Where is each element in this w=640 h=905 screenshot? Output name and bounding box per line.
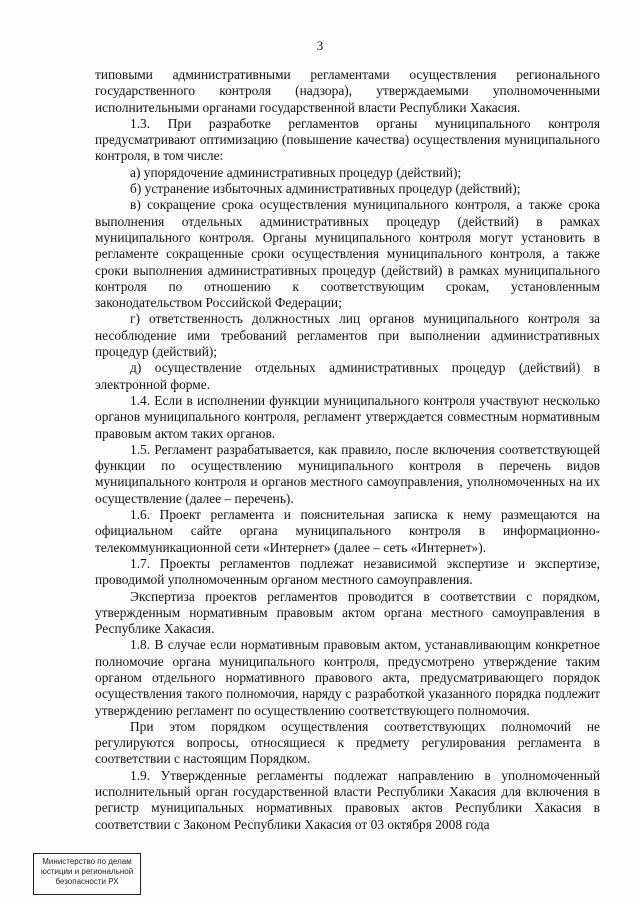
- paragraph-continuation: типовыми административными регламентами осуществления регионального государственного контроля (надзора), утверждаемыми уполномоченными исполнительными органами государственной власти Республики Хакасия.: [95, 67, 600, 115]
- paragraph-expertise: Экспертиза проектов регламентов проводится в соответствии с порядком, утвержденным нормативным правовым актом органа местного самоуправления в Республике Хакасия.: [95, 588, 600, 637]
- paragraph-1-5: 1.5. Регламент разрабатывается, как правило, после включения соответствующей функции по осуществлению муниципального контроля в перечень видов муниципального контроля и органов местного самоуправления, уполномоченных на их осуществление (далее – перечень).: [95, 441, 600, 506]
- paragraph-1-7: 1.7. Проекты регламентов подлежат независимой экспертизе и экспертизе, проводимой уполномоченным органом местного самоуправления.: [95, 555, 600, 588]
- list-item-v: в) сокращение срока осуществления муниципального контроля, а также срока выполнения отдельных административных процедур (действий) в рамках муниципального контроля. Органы муниципального контроля могут установить в регламенте сокращенные сроки осуществления муниципального контроля, а также сроки выполнения административных процедур (действий) в рамках муниципального контроля по отношению к соответствующим срокам, установленным законодательством Российской Федерации;: [95, 197, 600, 311]
- paragraph-1-4: 1.4. Если в исполнении функции муниципального контроля участвуют несколько органов муниципального контроля, регламент утверждается совместным нормативным правовым актом таких органов.: [95, 392, 600, 441]
- paragraph-1-8: 1.8. В случае если нормативным правовым актом, устанавливающим конкретное полномочие органа муниципального контроля, предусмотрено утверждение таким органом отдельного нормативного правового акта, предусматривающего порядок осуществления такого полномочия, наряду с разработкой указанного порядка подлежит утверждению регламент по осуществлению соответствующего полномочия.: [95, 637, 600, 718]
- list-item-a: а) упорядочение административных процедур (действий);: [130, 164, 462, 180]
- page-number: 3: [316, 38, 324, 53]
- list-item-g: г) ответственность должностных лиц органов муниципального контроля за несоблюдение ими требований регламентов при выполнении административных процедур (действий);: [95, 311, 600, 360]
- stamp-line: Министерство по делам: [42, 857, 132, 866]
- stamp-line: безопасности РХ: [55, 877, 119, 886]
- ministry-stamp: [33, 853, 141, 895]
- document-body: [95, 67, 600, 833]
- paragraph-procedure: При этом порядком осуществления соответствующих полномочий не регулируются вопросы, относящиеся к предмету регулирования регламента в соответствии с настоящим Порядком.: [95, 718, 600, 767]
- paragraph-1-9: 1.9. Утвержденные регламенты подлежат направлению в уполномоченный исполнительный орган государственной власти Республики Хакасия для включения в регистр муниципальных нормативных правовых актов Республики Хакасия в соответствии с Законом Республики Хакасия от 03 октября 2008 года: [95, 767, 600, 832]
- stamp-line: юстиции и региональной: [40, 867, 134, 876]
- list-item-b: б) устранение избыточных административных процедур (действий);: [130, 181, 521, 197]
- paragraph-1-3: 1.3. При разработке регламентов органы муниципального контроля предусматривают оптимизацию (повышение качества) осуществления муниципального контроля, в том числе:: [95, 115, 600, 164]
- list-item-d: д) осуществление отдельных административных процедур (действий) в электронной форме.: [95, 360, 600, 392]
- paragraph-1-6: 1.6. Проект регламента и пояснительная записка к нему размещаются на официальном сайте органа муниципального контроля в информационно-телекоммуникационной сети «Интернет» (далее – сеть «Интернет»).: [95, 507, 600, 555]
